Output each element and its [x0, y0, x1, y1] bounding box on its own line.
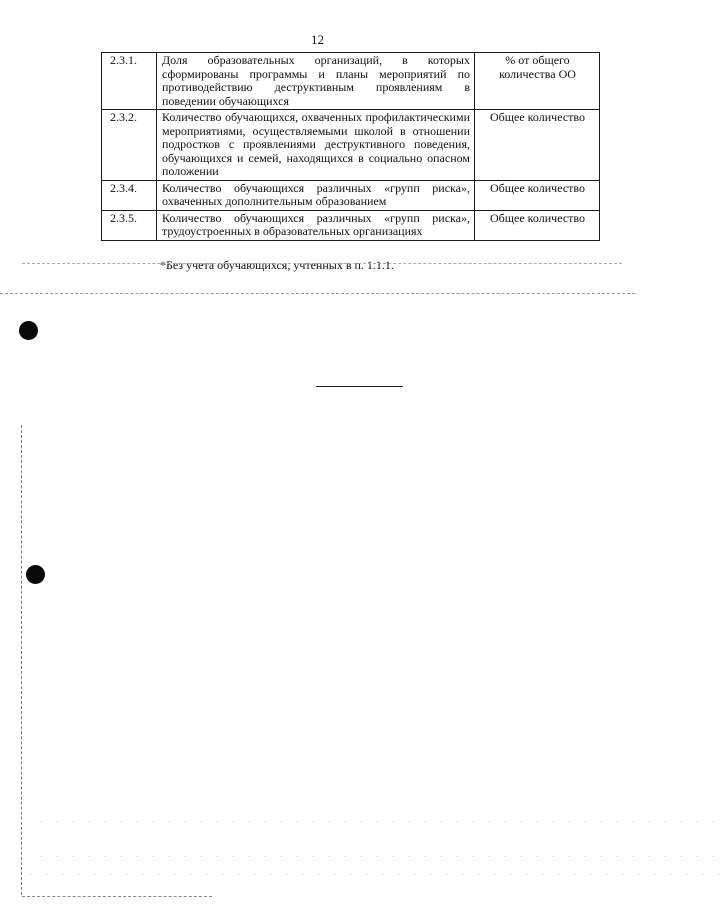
indicators-table: [101, 52, 600, 241]
row-description: Доля образовательных организаций, в которых сформированы программы и планы мероприятий по противодействию деструктивным проявлениям в поведении обучающихся: [157, 53, 475, 110]
page-number: 12: [311, 32, 324, 47]
row-description: Количество обучающихся различных «групп риска», трудоустроенных в образовательных организациях: [157, 210, 475, 240]
row-number: 2.3.5.: [102, 210, 157, 240]
row-unit: Общее количество: [475, 180, 600, 210]
table-row: [102, 180, 600, 210]
row-description: Количество обучающихся, охваченных профилактическими мероприятиями, осуществляемыми школой в отношении подростков с проявлениями деструктивного поведения, обучающихся и семей, находящихся в социально опасном положении: [157, 110, 475, 181]
table-row: [102, 210, 600, 240]
separator-line: [316, 386, 403, 387]
row-unit: % от общего количества ОО: [475, 53, 600, 110]
scan-dots: . . . . . . . . . . . . . . . . . . . . . . . . . . . . . . . . . . . . . . . . . . . .: [30, 868, 726, 877]
punch-hole-icon: [19, 321, 38, 340]
footnote: *Без учета обучающихся, учтенных в п. 1.1.1.: [160, 258, 394, 272]
row-unit: Общее количество: [475, 110, 600, 181]
scan-dots: . . . . . . . . . . . . . . . . . . . . . . . . . . . . . . . . . . . . . . . . . . .: [40, 815, 720, 824]
row-number: 2.3.4.: [102, 180, 157, 210]
row-number: 2.3.2.: [102, 110, 157, 181]
scan-dash-line: [22, 263, 622, 264]
table-row: [102, 110, 600, 181]
scan-edge-line: [21, 425, 22, 895]
row-description: Количество обучающихся различных «групп риска», охваченных дополнительным образованием: [157, 180, 475, 210]
scan-dots: . . . . . . . . . . . . . . . . . . . . . . . . . . . . . . . . . . . . . . . . . . .: [40, 850, 720, 859]
table-row: [102, 53, 600, 110]
row-unit: Общее количество: [475, 210, 600, 240]
scan-dash-line: [0, 293, 635, 294]
row-number: 2.3.1.: [102, 53, 157, 110]
punch-hole-icon: [26, 565, 45, 584]
scan-dash-line: [22, 896, 212, 897]
